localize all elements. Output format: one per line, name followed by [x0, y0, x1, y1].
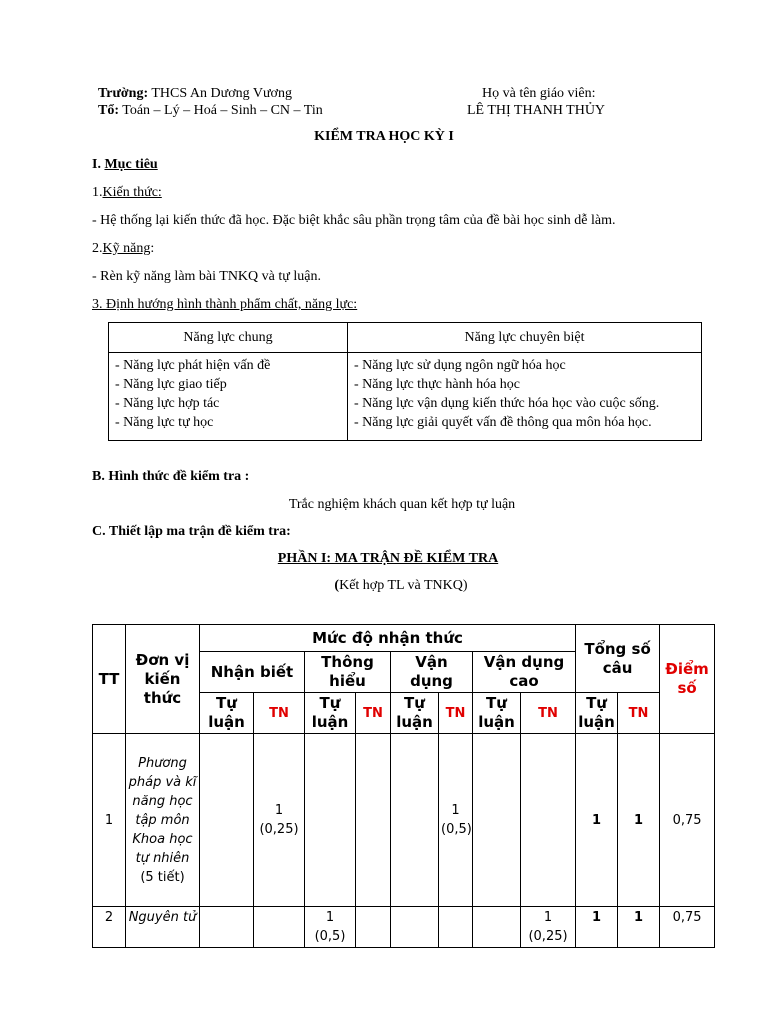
school-line	[98, 86, 292, 102]
row-cell	[473, 907, 521, 948]
knowledge-number: 1.	[92, 185, 103, 200]
list-item: - Năng lực hợp tác	[115, 396, 220, 411]
row-unit	[126, 734, 200, 907]
header-unit: Đơn vị kiến thức	[126, 625, 200, 734]
skill-colon: :	[150, 241, 155, 256]
list-item: - Năng lực sử dụng ngôn ngữ hóa học	[354, 358, 566, 373]
header-tt: TT	[93, 625, 126, 734]
header-score: Điểm số	[660, 625, 715, 734]
header-level: Mức độ nhận thức	[200, 625, 576, 652]
sub-tl: Tự luận	[391, 693, 439, 734]
sub-tn: TN	[521, 693, 576, 734]
knowledge-heading	[92, 185, 162, 201]
part-title: PHẦN I: MA TRẬN ĐỀ KIỂM TRA	[277, 551, 499, 566]
competency-body-row	[109, 353, 702, 441]
level-understand: Thông hiểu	[305, 652, 391, 693]
section-i-title: Mục tiêu	[104, 157, 158, 172]
list-item: - Năng lực phát hiện vấn đề	[115, 358, 271, 373]
part-subtitle-text: Kết hợp TL và TNKQ)	[339, 578, 468, 593]
row-cell	[305, 734, 356, 907]
section-b-text: Trắc nghiệm khách quan kết hợp tự luận	[288, 497, 516, 512]
sub-tn: TN	[439, 693, 473, 734]
group-value: Toán – Lý – Hoá – Sinh – CN – Tin	[122, 103, 323, 118]
sub-tn: TN	[254, 693, 305, 734]
row-unit-name: Nguyên tử	[128, 910, 197, 925]
row-cell	[356, 907, 391, 948]
skill-heading	[92, 241, 154, 257]
row-cell	[521, 734, 576, 907]
page-title: KIỂM TRA HỌC KỲ I	[314, 129, 454, 144]
competency-table	[108, 322, 702, 441]
specific-competencies	[348, 353, 702, 441]
group-line	[98, 103, 323, 119]
school-value: THCS An Dương Vương	[151, 86, 292, 101]
level-recognize: Nhận biết	[200, 652, 305, 693]
row-cell	[254, 907, 305, 948]
list-item: - Năng lực giao tiếp	[115, 377, 227, 392]
row-unit-extra: (5 tiết)	[140, 869, 185, 885]
competency-col-specific: Năng lực chuyên biệt	[348, 323, 702, 353]
skill-text: - Rèn kỹ năng làm bài TNKQ và tự luận.	[92, 269, 321, 284]
matrix-table	[92, 624, 715, 948]
row-total-tl: 1	[576, 907, 618, 948]
list-item: - Năng lực tự học	[115, 415, 214, 430]
section-c-heading: C. Thiết lập ma trận đề kiểm tra:	[92, 524, 291, 539]
matrix-header-row-1	[93, 625, 715, 652]
row-unit	[126, 907, 200, 948]
header-total: Tổng số câu	[576, 625, 660, 693]
row-total-tl: 1	[576, 734, 618, 907]
competency-col-general: Năng lực chung	[109, 323, 348, 353]
part-subtitle	[0, 578, 768, 594]
orientation-heading: 3. Định hướng hình thành phẩm chất, năng lực:	[92, 297, 358, 312]
list-item: - Năng lực vận dụng kiến thức hóa học vào cuộc sống.	[354, 396, 660, 411]
sub-tl: Tự luận	[200, 693, 254, 734]
row-cell: 1 (0,25)	[521, 907, 576, 948]
competency-header-row	[109, 323, 702, 353]
group-label: Tổ:	[98, 103, 119, 118]
section-b-heading: B. Hình thức đề kiểm tra :	[92, 469, 250, 484]
general-competencies	[109, 353, 348, 441]
sub-tl: Tự luận	[473, 693, 521, 734]
knowledge-text: - Hệ thống lại kiến thức đã học. Đặc biệt khắc sâu phần trọng tâm của đề bài học sinh dễ làm.	[92, 213, 616, 228]
section-i-number: I.	[92, 157, 101, 172]
sub-tn: TN	[356, 693, 391, 734]
sub-tn: TN	[618, 693, 660, 734]
row-cell	[200, 907, 254, 948]
skill-number: 2.	[92, 241, 103, 256]
skill-label: Kỹ năng	[102, 241, 151, 256]
row-cell: 1 (0,25)	[254, 734, 305, 907]
teacher-name: LÊ THỊ THANH THỦY	[467, 103, 606, 118]
list-item: - Năng lực thực hành hóa học	[354, 377, 521, 392]
sub-tl: Tự luận	[576, 693, 618, 734]
section-i-heading	[92, 157, 158, 173]
row-score: 0,75	[660, 907, 715, 948]
table-row	[93, 907, 715, 948]
row-cell: 1 (0,5)	[305, 907, 356, 948]
row-tt: 1	[93, 734, 126, 907]
row-cell	[356, 734, 391, 907]
row-total-tn: 1	[618, 734, 660, 907]
sub-tl: Tự luận	[305, 693, 356, 734]
school-label: Trường:	[98, 86, 149, 101]
level-apply-high: Vận dụng cao	[473, 652, 576, 693]
row-cell	[200, 734, 254, 907]
row-unit-name: Phương pháp và kĩ năng học tập môn Khoa học tự nhiên	[128, 755, 197, 866]
row-tt: 2	[93, 907, 126, 948]
table-row	[93, 734, 715, 907]
level-apply: Vận dụng	[391, 652, 473, 693]
row-cell	[391, 907, 439, 948]
row-cell	[439, 907, 473, 948]
knowledge-label: Kiến thức:	[102, 185, 162, 200]
row-cell	[473, 734, 521, 907]
row-cell: 1 (0,5)	[439, 734, 473, 907]
part-subtitle-paren: (	[334, 578, 340, 593]
teacher-label: Họ và tên giáo viên:	[482, 86, 596, 101]
row-cell	[391, 734, 439, 907]
list-item: - Năng lực giải quyết vấn đề thông qua môn hóa học.	[354, 415, 652, 430]
row-total-tn: 1	[618, 907, 660, 948]
row-score: 0,75	[660, 734, 715, 907]
